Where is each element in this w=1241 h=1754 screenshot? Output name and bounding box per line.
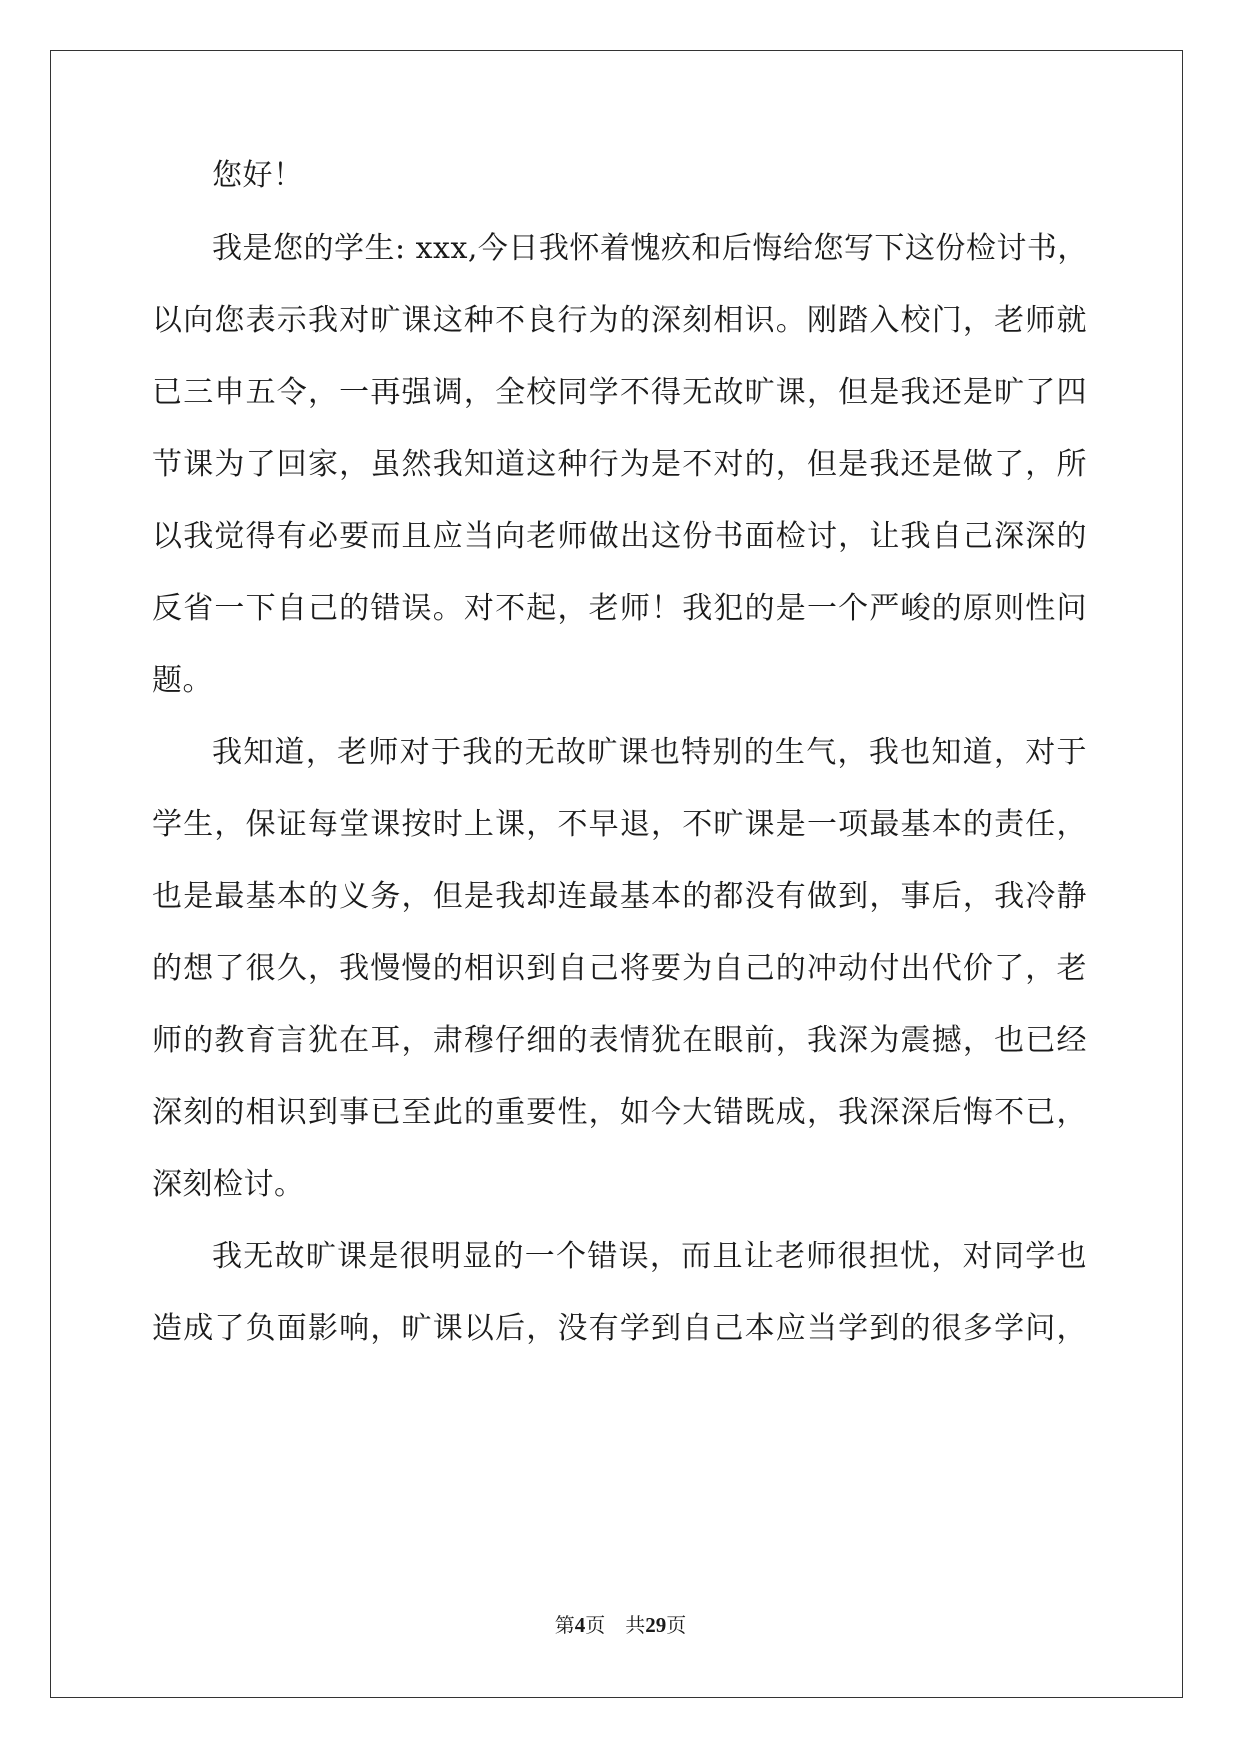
footer-middle: 页 共: [585, 1613, 646, 1637]
page-border: [50, 50, 1183, 1698]
paragraph-line: 深刻的相识到事已至此的重要性，如今大错既成，我深深后悔不已，: [152, 1095, 1087, 1130]
paragraph-line: 已三申五令，一再强调，全校同学不得无故旷课，但是我还是旷了四: [152, 375, 1087, 410]
paragraph-line: 的想了很久，我慢慢的相识到自己将要为自己的冲动付出代价了，老: [152, 951, 1087, 986]
page-number: 4: [574, 1613, 586, 1637]
footer-suffix: 页: [666, 1613, 687, 1637]
paragraph-line: 师的教育言犹在耳，肃穆仔细的表情犹在眼前，我深为震撼，也已经: [152, 1023, 1087, 1058]
paragraph-line: 学生，保证每堂课按时上课，不早退，不旷课是一项最基本的责任，: [152, 807, 1087, 842]
paragraph-line: 以我觉得有必要而且应当向老师做出这份书面检讨，让我自己深深的: [152, 519, 1087, 554]
paragraph-line: 反省一下自己的错误。对不起，老师！我犯的是一个严峻的原则性问: [152, 591, 1087, 626]
paragraph-line: 节课为了回家，虽然我知道这种行为是不对的，但是我还是做了，所: [152, 447, 1087, 482]
total-pages: 29: [645, 1613, 667, 1637]
page-footer: [0, 1612, 1241, 1638]
paragraph-line: 以向您表示我对旷课这种不良行为的深刻相识。刚踏入校门，老师就: [152, 303, 1087, 338]
paragraph-line: 题。: [152, 663, 213, 698]
paragraph-line: 我知道，老师对于我的无故旷课也特别的生气，我也知道，对于: [212, 735, 1087, 770]
paragraph-line: 我无故旷课是很明显的一个错误，而且让老师很担忧，对同学也: [212, 1239, 1087, 1274]
paragraph-line: 深刻检讨。: [152, 1167, 305, 1202]
paragraph-line: 也是最基本的义务，但是我却连最基本的都没有做到，事后，我冷静: [152, 879, 1087, 914]
greeting: 您好！: [212, 158, 304, 193]
paragraph-line: 造成了负面影响，旷课以后，没有学到自己本应当学到的很多学问，: [152, 1311, 1087, 1346]
paragraph-line: 我是您的学生: xxx,今日我怀着愧疚和后悔给您写下这份检讨书，: [212, 231, 1088, 266]
footer-prefix: 第: [554, 1613, 575, 1637]
